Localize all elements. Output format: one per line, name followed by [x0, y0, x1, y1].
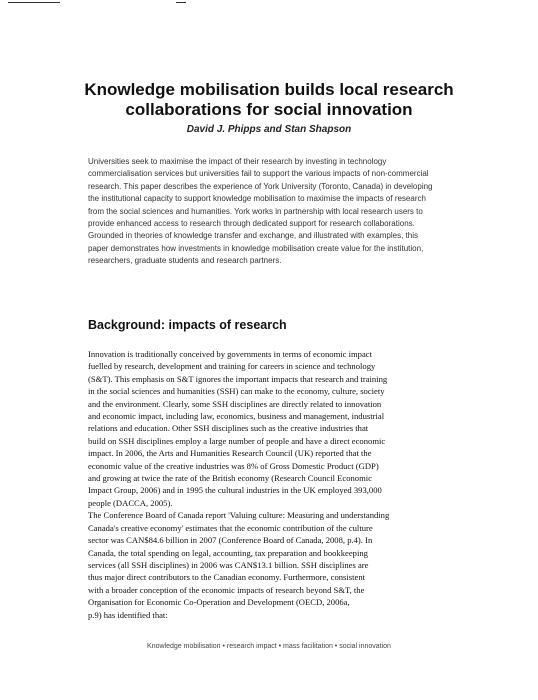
- body-line: Impact Group, 2006) and in 1995 the cultural industries in the UK employed 393,000: [88, 485, 382, 496]
- body-line: thus major direct contributors to the Canadian economy. Furthermore, consistent: [88, 572, 366, 583]
- abstract-line: Universities seek to maximise the impact of their research by investing in technology: [88, 157, 387, 166]
- abstract-line: researchers, graduate students and research partners.: [88, 256, 282, 266]
- abstract-line: from the social sciences and humanities. York works in partnership with local research users to: [88, 206, 423, 216]
- abstract-line: provide enhanced access to research through dedicated support for research collaborations.: [88, 219, 415, 229]
- crop-mark: [8, 2, 60, 3]
- body-line: p.9) has identified that:: [88, 609, 168, 620]
- body-text: [88, 348, 450, 621]
- body-line: and growing at twice the rate of the British economy (Research Council Economic: [88, 473, 372, 484]
- page-footer-keywords: Knowledge mobilisation • research impact • mass facilitation • social innovation: [147, 643, 391, 650]
- body-line: impact. In 2006, the Arts and Humanities Research Council (UK) reported that the: [88, 448, 372, 459]
- abstract-line: paper demonstrates how investments in knowledge mobilisation create value for the institution,: [88, 243, 424, 253]
- abstract-line: commercialisation services but universities fail to support the various impacts of non-commercial: [88, 169, 429, 179]
- body-line: relations and education. Other SSH disciplines such as the creative industries that: [88, 423, 369, 434]
- crop-mark: [176, 2, 186, 3]
- body-line: Canada's creative economy' estimates that the economic contribution of the culture: [88, 522, 373, 533]
- section-heading: Background: impacts of research: [88, 318, 287, 332]
- title-line: collaborations for social innovation: [125, 100, 413, 119]
- body-line: Organisation for Economic Co-Operation and Development (OECD, 2006a,: [88, 597, 350, 608]
- paper-authors: David J. Phipps and Stan Shapson: [186, 124, 352, 135]
- body-line: people (DACCA, 2005).: [88, 497, 173, 508]
- body-line: and the environment. Clearly, some SSH disciplines are directly related to innovation: [88, 398, 382, 409]
- abstract: [88, 156, 450, 268]
- body-line: sector was CAN$84.6 billion in 2007 (Conference Board of Canada, 2008, p.4). In: [88, 535, 373, 546]
- body-line: and economic impact, including law, economics, business and management, industrial: [88, 411, 385, 422]
- body-line: Innovation is traditionally conceived by governments in terms of economic impact: [88, 349, 372, 359]
- title-line: Knowledge mobilisation builds local research: [84, 80, 454, 99]
- body-line: build on SSH disciplines employ a large number of people and have a direct economic: [88, 435, 386, 446]
- body-line: in the social sciences and humanities (SSH) can make to the economy, culture, society: [88, 386, 385, 397]
- body-line: (S&T). This emphasis on S&T ignores the important impacts that research and training: [88, 373, 388, 384]
- body-line: The Conference Board of Canada report 'Valuing culture: Measuring and understanding: [88, 510, 390, 521]
- crop-marks: [0, 0, 538, 12]
- body-line: fuelled by research, development and training for careers in science and technology: [88, 361, 376, 372]
- body-line: Canada, the total spending on legal, accounting, tax preparation and bookkeeping: [88, 547, 368, 558]
- body-line: services (all SSH disciplines) in 2006 was CAN$13.1 billion. SSH disciplines are: [88, 559, 369, 570]
- abstract-line: Grounded in theories of knowledge transfer and exchange, and illustrated with examples, this: [88, 231, 418, 241]
- body-line: with a broader conception of the economic impacts of research beyond S&T, the: [88, 584, 365, 595]
- abstract-line: research. This paper describes the experience of York University (Toronto, Canada) in developing: [88, 181, 433, 191]
- body-line: economic value of the creative industries was 8% of Gross Domestic Product (GDP): [88, 460, 379, 471]
- paper-title: [70, 80, 468, 120]
- abstract-line: the institutional capacity to support knowledge mobilisation to maximise the impacts of research: [88, 194, 426, 204]
